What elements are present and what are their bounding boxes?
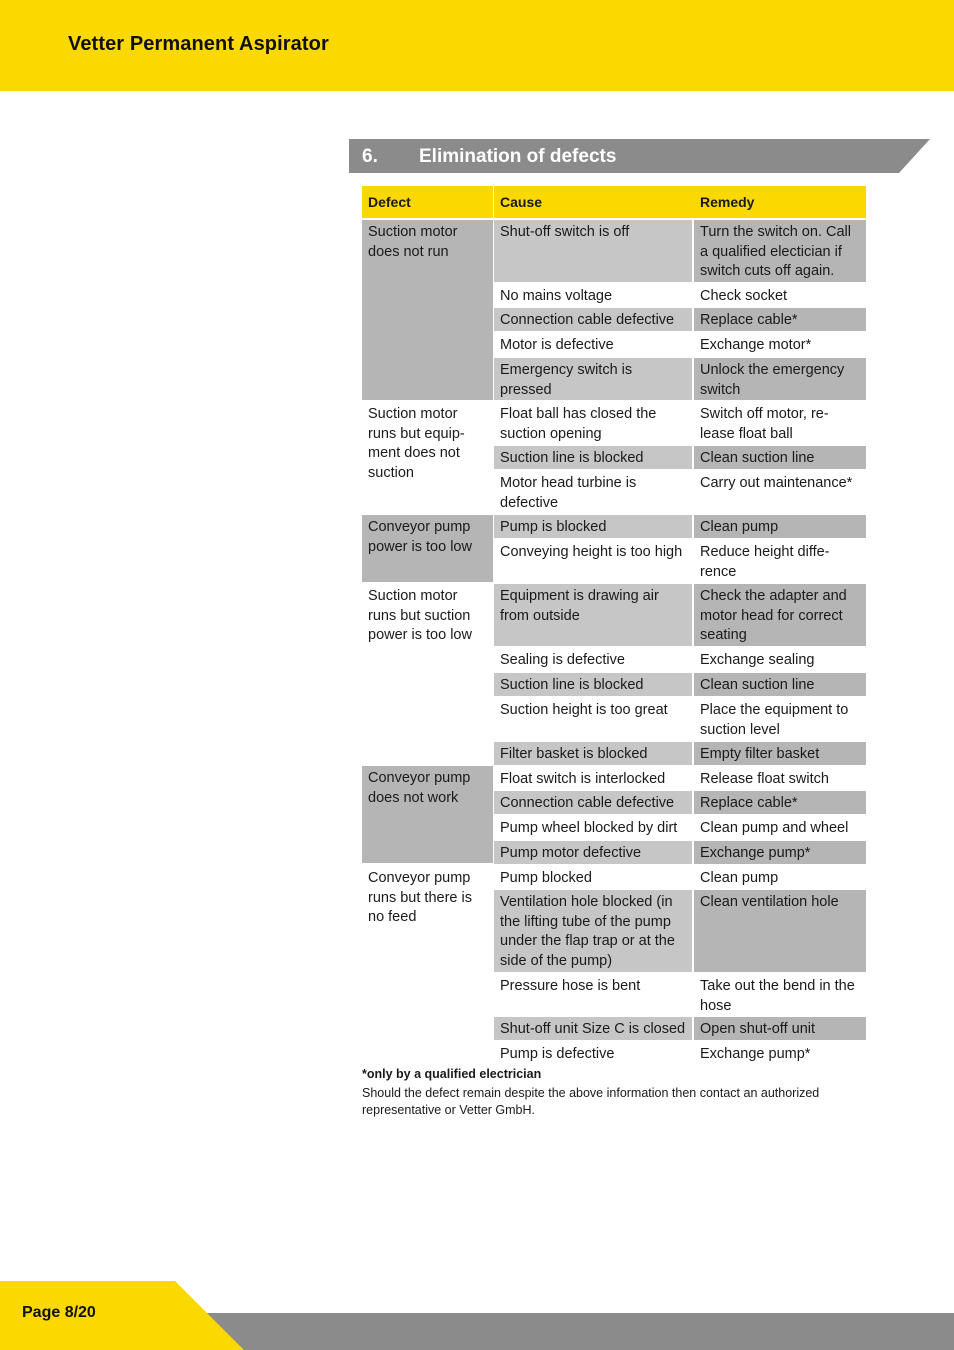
remedy-cell: Turn the switch on. Call a qualified electician if switch cuts off again. (694, 220, 866, 282)
remedy-cell: Replace cable* (694, 791, 866, 814)
remedy-cell: Reduce height diffe-rence (694, 540, 866, 582)
remedy-cell: Exchange pump* (694, 1042, 866, 1065)
footer-bar (0, 1281, 954, 1350)
contact-note: Should the defect remain despite the above information then contact an authorized representative or Vetter GmbH. (362, 1086, 820, 1117)
defect-cell: Conveyor pump does not work (362, 766, 493, 863)
cause-cell: Conveying height is too high (494, 540, 692, 582)
defect-cell: Suction motor runs but equip-ment does not suction (362, 402, 493, 512)
remedy-cell: Clean suction line (694, 446, 866, 469)
column-header-cause: Cause (494, 186, 694, 218)
cause-cell: Motor is defective (494, 333, 692, 356)
remedy-cell: Empty filter basket (694, 742, 866, 765)
column-header-remedy: Remedy (694, 186, 866, 218)
remedy-cell: Carry out maintenance* (694, 471, 866, 513)
remedy-cell: Check socket (694, 284, 866, 307)
cause-cell: Equipment is drawing air from outside (494, 584, 692, 646)
cause-cell: Filter basket is blocked (494, 742, 692, 765)
defect-cell: Conveyor pump power is too low (362, 515, 493, 582)
remedy-cell: Clean pump (694, 515, 866, 538)
remedy-cell: Replace cable* (694, 308, 866, 331)
remedy-cell: Clean ventilation hole (694, 890, 866, 972)
cause-cell: Connection cable defective (494, 308, 692, 331)
cause-cell: Motor head turbine is defective (494, 471, 692, 513)
remedy-cell: Place the equipment to suction level (694, 698, 866, 740)
remedy-cell: Clean pump and wheel (694, 816, 866, 839)
remedy-cell: Unlock the emergency switch (694, 358, 866, 400)
cause-cell: Shut-off unit Size C is closed (494, 1017, 692, 1040)
qualified-electrician-note: *only by a qualified electrician (362, 1067, 542, 1081)
remedy-cell: Take out the bend in the hose (694, 974, 866, 1016)
cause-cell: Pump blocked (494, 866, 692, 889)
remedy-cell: Exchange pump* (694, 841, 866, 864)
remedy-cell: Switch off motor, re-lease float ball (694, 402, 866, 444)
cause-cell: Suction height is too great (494, 698, 692, 740)
page-number: Page 8/20 (22, 1304, 96, 1321)
cause-cell: No mains voltage (494, 284, 692, 307)
column-header-defect: Defect (362, 186, 493, 218)
cause-cell: Float ball has closed the suction opening (494, 402, 692, 444)
cause-cell: Suction line is blocked (494, 446, 692, 469)
cause-cell: Pump is defective (494, 1042, 692, 1065)
cause-cell: Ventilation hole blocked (in the lifting tube of the pump under the flap trap or at the side of the pump) (494, 890, 692, 972)
remedy-cell: Clean pump (694, 866, 866, 889)
cause-cell: Sealing is defective (494, 648, 692, 671)
section-heading (349, 139, 930, 173)
document-title: Vetter Permanent Aspirator (68, 33, 329, 55)
remedy-cell: Check the adapter and motor head for correct seating (694, 584, 866, 646)
cause-cell: Pump motor defective (494, 841, 692, 864)
cause-cell: Float switch is interlocked (494, 767, 692, 790)
cause-cell: Suction line is blocked (494, 673, 692, 696)
defect-cell: Conveyor pump runs but there is no feed (362, 866, 493, 1066)
remedy-cell: Open shut-off unit (694, 1017, 866, 1040)
cause-cell: Pump is blocked (494, 515, 692, 538)
cause-cell: Connection cable defective (494, 791, 692, 814)
remedy-cell: Exchange sealing (694, 648, 866, 671)
cause-cell: Shut-off switch is off (494, 220, 692, 282)
cause-cell: Emergency switch is pressed (494, 358, 692, 400)
section-number: 6. (362, 146, 378, 167)
defect-cell: Suction motor does not run (362, 220, 493, 400)
section-title: Elimination of defects (419, 146, 617, 167)
cause-cell: Pressure hose is bent (494, 974, 692, 1016)
footer-shape (0, 1281, 954, 1350)
remedy-cell: Exchange motor* (694, 333, 866, 356)
defect-cell: Suction motor runs but suction power is too low (362, 584, 493, 764)
remedy-cell: Release float switch (694, 767, 866, 790)
remedy-cell: Clean suction line (694, 673, 866, 696)
cause-cell: Pump wheel blocked by dirt (494, 816, 692, 839)
